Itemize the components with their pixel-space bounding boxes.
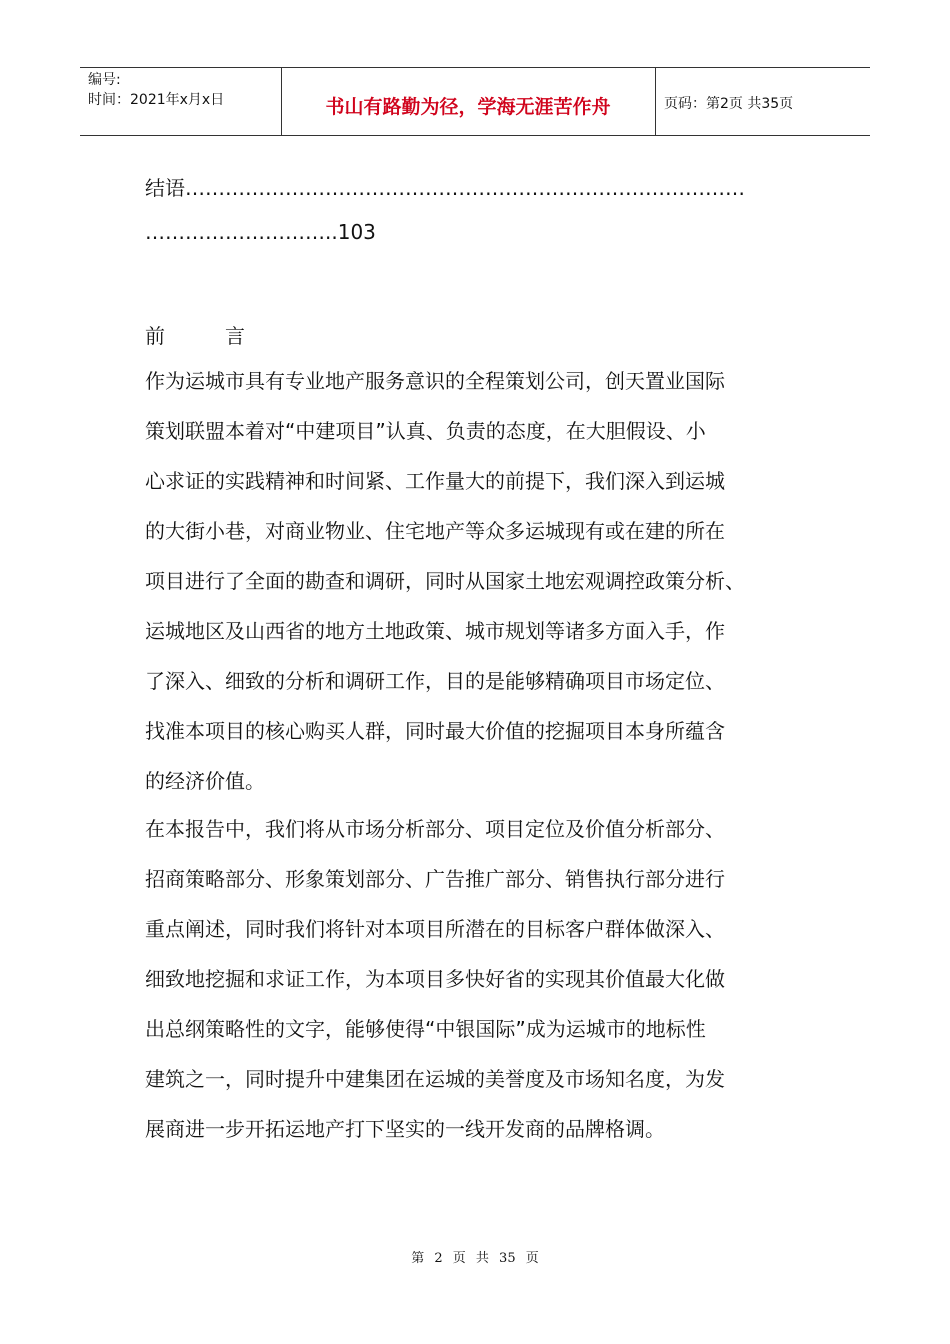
heading-char-1: 前 bbox=[145, 324, 165, 348]
page-footer: 第 2 页 共 35 页 bbox=[411, 1251, 539, 1266]
paragraph-line: 建筑之一，同时提升中建集团在运城的美誉度及市场知名度，为发 bbox=[145, 1067, 725, 1091]
header-date-label: 时间：2021年x月x日 bbox=[88, 92, 225, 108]
paragraph-line: 招商策略部分、形象策划部分、广告推广部分、销售执行部分进行 bbox=[145, 867, 725, 891]
header-top-rule bbox=[80, 67, 870, 68]
header-page-info: 页码：第2页 共35页 bbox=[664, 96, 794, 112]
paragraph-line: 项目进行了全面的勘查和调研，同时从国家土地宏观调控政策分析、 bbox=[145, 569, 745, 593]
paragraph-line: 策划联盟本着对“中建项目”认真、负责的态度，在大胆假设、小 bbox=[145, 419, 706, 443]
paragraph-line: 的经济价值。 bbox=[145, 769, 265, 793]
header-number-label: 编号: bbox=[88, 72, 121, 88]
paragraph-line: 出总纲策略性的文字，能够使得“中银国际”成为运城市的地标性 bbox=[145, 1017, 706, 1041]
paragraph-line: 运城地区及山西省的地方土地政策、城市规划等诸多方面入手，作 bbox=[145, 619, 725, 643]
paragraph-1 bbox=[145, 368, 745, 818]
header-meta bbox=[88, 70, 224, 110]
paragraph-line: 了深入、细致的分析和调研工作，目的是能够精确项目市场定位、 bbox=[145, 669, 725, 693]
paragraph-line: 重点阐述，同时我们将针对本项目所潜在的目标客户群体做深入、 bbox=[145, 917, 725, 941]
toc-line-conclusion: 结语………………………………………………………………………… bbox=[145, 176, 745, 200]
paragraph-line: 找准本项目的核心购买人群，同时最大价值的挖掘项目本身所蕴含 bbox=[145, 719, 725, 743]
paragraph-line: 的大街小巷，对商业物业、住宅地产等众多运城现有或在建的所在 bbox=[145, 519, 725, 543]
header-divider-right bbox=[655, 67, 656, 136]
paragraph-line: 在本报告中，我们将从市场分析部分、项目定位及价值分析部分、 bbox=[145, 817, 725, 841]
toc-line-page: ………………………..103 bbox=[145, 220, 376, 244]
paragraph-2 bbox=[145, 816, 725, 1166]
header-motto: 书山有路勤为径，学海无涯苦作舟 bbox=[325, 96, 611, 118]
heading-char-2: 言 bbox=[225, 324, 245, 348]
paragraph-line: 心求证的实践精神和时间紧、工作量大的前提下，我们深入到运城 bbox=[145, 469, 725, 493]
paragraph-line: 作为运城市具有专业地产服务意识的全程策划公司，创天置业国际 bbox=[145, 369, 725, 393]
paragraph-line: 细致地挖掘和求证工作，为本项目多快好省的实现其价值最大化做 bbox=[145, 967, 725, 991]
header-bottom-rule bbox=[80, 135, 870, 136]
paragraph-line: 展商进一步开拓运地产打下坚实的一线开发商的品牌格调。 bbox=[145, 1117, 665, 1141]
section-heading bbox=[145, 320, 245, 349]
